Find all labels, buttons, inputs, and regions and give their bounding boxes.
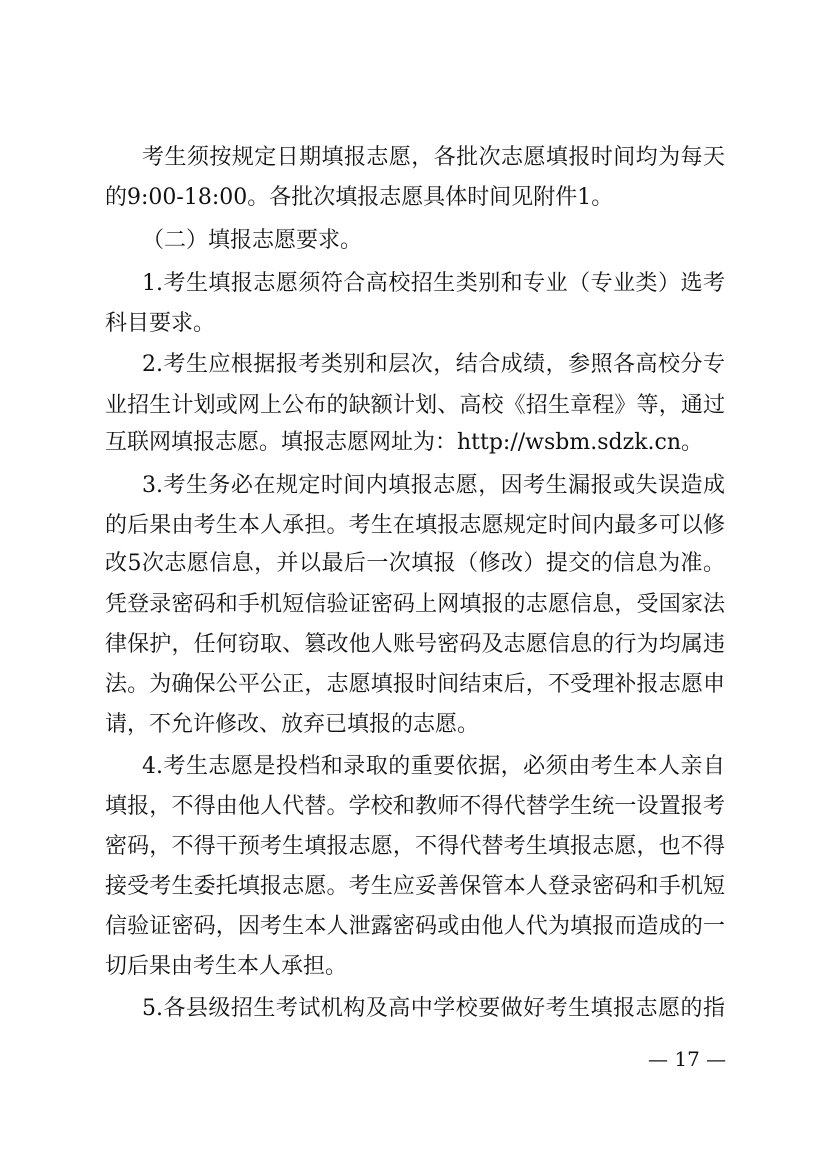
section-heading: （二）填报志愿要求。 [142, 228, 363, 253]
paragraph-line: 凭登录密码和手机短信验证密码上网填报的志愿信息，受国家法 [105, 592, 725, 617]
paragraph-line: 业招生计划或网上公布的缺额计划、高校《招生章程》等，通过 [105, 393, 725, 418]
paragraph-line: 切后果由考生本人承担。 [105, 954, 348, 979]
paragraph-line: 法。为确保公平公正，志愿填报时间结束后，不受理补报志愿申 [105, 672, 725, 697]
paragraph-line: 科目要求。 [105, 311, 216, 336]
paragraph-line: 5.各县级招生考试机构及高中学校要做好考生填报志愿的指 [142, 996, 725, 1021]
paragraph-line: 3.考生务必在规定时间内填报志愿，因考生漏报或失误造成 [142, 473, 725, 498]
paragraph-line: 互联网填报志愿。填报志愿网址为：http://wsbm.sdzk.cn。 [105, 430, 704, 455]
paragraph-line: 4.考生志愿是投档和录取的重要依据，必须由考生本人亲自 [142, 754, 725, 779]
paragraph-line: 密码，不得干预考生填报志愿，不得代替考生填报志愿，也不得 [105, 834, 725, 859]
paragraph-line: 改5次志愿信息，并以最后一次填报（修改）提交的信息为准。 [105, 551, 725, 576]
page-number: — 17 — [648, 1047, 727, 1071]
paragraph-line: 接受考生委托填报志愿。考生应妥善保管本人登录密码和手机短 [105, 874, 725, 899]
paragraph-line: 律保护，任何窃取、篡改他人账号密码及志愿信息的行为均属违 [105, 632, 725, 657]
paragraph-line: 1.考生填报志愿须符合高校招生类别和专业（专业类）选考 [142, 271, 725, 296]
paragraph-line: 信验证密码，因考生本人泄露密码或由他人代为填报而造成的一 [105, 914, 725, 939]
paragraph-line: 的9:00-18:00。各批次填报志愿具体时间见附件1。 [105, 185, 614, 210]
paragraph-line: 请，不允许修改、放弃已填报的志愿。 [105, 712, 480, 737]
paragraph-line: 填报，不得由他人代替。学校和教师不得代替学生统一设置报考 [105, 794, 725, 819]
paragraph-line: 考生须按规定日期填报志愿，各批次志愿填报时间均为每天 [142, 145, 725, 170]
paragraph-line: 2.考生应根据报考类别和层次，结合成绩，参照各高校分专 [142, 352, 725, 377]
paragraph-line: 的后果由考生本人承担。考生在填报志愿规定时间内最多可以修 [105, 513, 725, 538]
